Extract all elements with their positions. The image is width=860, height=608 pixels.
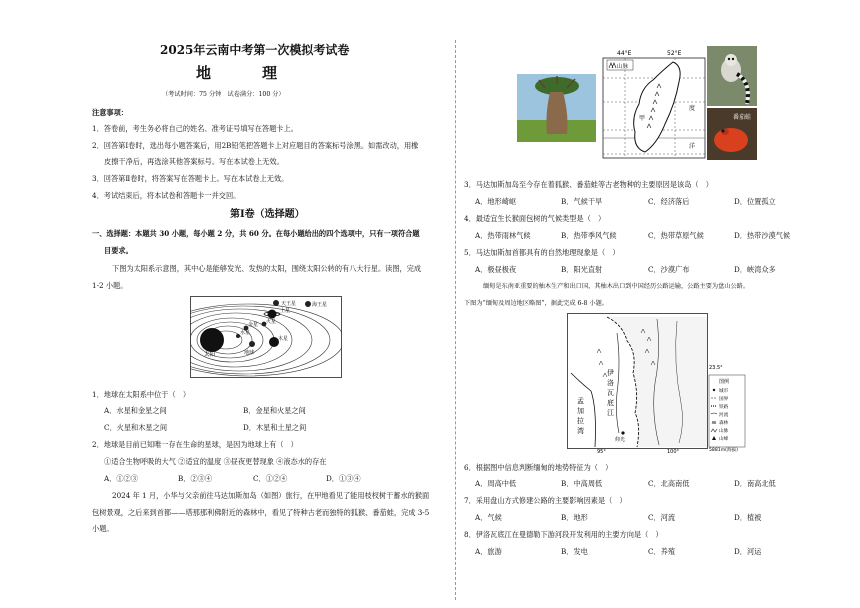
saturn-label: 土星	[280, 308, 291, 314]
legend-title: 图例	[719, 379, 730, 385]
question-items: ①适合生物呼吸的大气 ②适宜的温度 ③昼夜更替现象 ④液态水的存在	[104, 457, 327, 466]
bay-label: 加	[577, 407, 584, 415]
option: B．发电	[561, 547, 588, 556]
option: A．水星和金星之间	[104, 406, 167, 415]
option: B．地形	[561, 513, 588, 522]
question-stem: 2．地球是目前已知唯一存在生命的星球，是因为地球上有（ ）	[92, 440, 298, 449]
ocean-label: 洋	[689, 143, 696, 150]
option: C．沙漠广布	[648, 265, 690, 274]
option: A．地形崎岖	[475, 197, 517, 206]
option: C．①②④	[253, 474, 288, 483]
legend-item: 河流	[719, 413, 729, 418]
option: C．养殖	[648, 547, 676, 556]
option: C．热带草原气候	[648, 231, 704, 240]
option: B．热带季风气候	[561, 231, 617, 240]
option: C．河流	[648, 513, 676, 522]
longitude-label: 52°E	[667, 50, 682, 57]
legend-item: 山峰	[719, 437, 729, 442]
question-stem: 8．伊洛瓦底江在曼德勒下游河段开发利用的主要方向是（ ）	[464, 530, 663, 539]
neptune-label: 海王星	[312, 302, 328, 308]
exam-title: 2025年云南中考第一次模拟考试卷	[160, 43, 350, 57]
passage-text: 1-2 小题。	[92, 281, 128, 290]
question-stem: 3．马达加斯加岛至今存在着狐猴、番茄蛙等古老物种的主要原因是该岛（ ）	[464, 180, 713, 189]
myanmar-map	[567, 313, 747, 453]
bay-label: 拉	[577, 417, 584, 425]
sun-label: 太阳	[204, 352, 216, 358]
section-instruction: 目要求。	[104, 246, 133, 255]
option: A．①②③	[104, 474, 138, 483]
legend-item: 山脉	[719, 429, 729, 434]
mars-label: 火星	[266, 319, 277, 325]
question-stem: 6．根据图中信息判断缅甸的地势特征为（ ）	[464, 463, 613, 472]
river-label: 洛	[607, 379, 614, 387]
subject-title: 地 理	[196, 64, 296, 82]
longitude-label: 95°	[597, 449, 606, 453]
river-label: 瓦	[607, 389, 614, 397]
question-stem: 1．地球在太阳系中位于（ ）	[92, 390, 191, 399]
tomato-frog-photo	[707, 108, 757, 160]
option: D．位置孤立	[734, 197, 776, 206]
option: B．阳光直射	[561, 265, 603, 274]
option: C．火星和木星之间	[104, 423, 168, 432]
section-instruction: 一、选择题：本题共 30 小题，每小题 2 分，共 60 分。在每小题给出的四个选项中，只有一项符合题	[92, 229, 420, 238]
city-label: 仰光	[615, 437, 626, 443]
earth-label: 地球	[244, 350, 255, 356]
venus-label: 金星	[248, 322, 259, 328]
legend-item: 铁路	[719, 405, 729, 410]
passage-text: 缅甸是东南亚重要的柚木生产和出口国，其柚木出口到中国经历公路运输，公路主要为盘山公路。	[483, 283, 750, 290]
note-line: 1．答卷前，考生务必将自己的姓名、准考证号填写在答题卡上。	[92, 124, 298, 133]
river-label: 底	[607, 399, 614, 407]
option: D．木星和土星之间	[243, 423, 307, 432]
passage-text: 下图为太阳系示意图，其中心是能够发光、发热的太阳，围绕太阳公转的有八大行星。读图，完成	[112, 264, 422, 273]
option: B．②③④	[178, 474, 213, 483]
passage-text: 2024 年 1 月，小华与父亲前往马达加斯加岛（如图）旅行，在甲地看见了能用枝杈树干蓄水的猴面	[112, 491, 430, 500]
longitude-label: 44°E	[617, 50, 632, 57]
latitude-label: 23.5°	[709, 365, 723, 371]
option: A．极昼极夜	[475, 265, 517, 274]
sun-shape	[200, 328, 224, 352]
option: B．气候干旱	[561, 197, 603, 206]
ocean-label: 度	[689, 105, 696, 112]
exam-info: （考试时间：75 分钟 试卷满分：100 分）	[162, 91, 285, 98]
option: C．北高南低	[648, 479, 690, 488]
bay-label: 孟	[577, 397, 584, 405]
river-label: 江	[607, 409, 614, 417]
question-stem: 5．马达加斯加首都具有的自然地理现象是（ ）	[464, 248, 620, 257]
mercury-label: 水星	[240, 330, 251, 336]
peak-elevation-label: 5881m(海拔)	[709, 448, 738, 453]
option: D．①③④	[326, 474, 361, 483]
jupiter-label: 木星	[278, 336, 289, 342]
note-line: 4．考试结束后，将本试卷和答题卡一并交回。	[92, 191, 241, 200]
note-line: 皮擦干净后，再选涂其他答案标号。写在本试卷上无效。	[104, 157, 284, 166]
option: D．峡湾众多	[734, 265, 776, 274]
option: A．周高中低	[475, 479, 517, 488]
option: A．热带雨林气候	[475, 231, 531, 240]
passage-text: 小题。	[92, 524, 114, 533]
option: D．植被	[734, 513, 762, 522]
option: C．经济落后	[648, 197, 690, 206]
river-label: 伊	[607, 369, 614, 377]
frog-label: 番茄蛙	[733, 114, 752, 121]
solar-system-figure	[190, 296, 342, 378]
option: A．旅游	[475, 547, 502, 556]
longitude-label: 100°	[667, 449, 680, 453]
place-jia-label: 甲	[639, 115, 646, 122]
passage-text: 下图为“缅甸及周边地区略图”，据此完成 6-8 小题。	[464, 300, 608, 307]
option: B．金星和火星之间	[243, 406, 306, 415]
option: A．气候	[475, 513, 502, 522]
column-divider	[455, 40, 456, 600]
lemur-photo	[707, 46, 757, 106]
passage-text: 包树景观，之后来到首都——塔那那利佛附近的森林中，看见了特种古老而独特的狐猴、番茄蛙，完成 3-5	[92, 508, 430, 517]
legend-mountain-label: 山脉	[617, 64, 629, 70]
section-title: 第Ⅰ卷（选择题）	[230, 209, 305, 220]
legend-item: 城市	[719, 389, 729, 394]
note-line: 3．回答第Ⅱ卷时，将答案写在答题卡上。写在本试卷上无效。	[92, 174, 289, 183]
question-stem: 4．最适宜生长猴面包树的气候类型是（ ）	[464, 214, 606, 223]
question-stem: 7．采用盘山方式修建公路的主要影响因素是（ ）	[464, 496, 627, 505]
notes-heading: 注意事项：	[92, 108, 128, 117]
bay-label: 湾	[577, 427, 584, 435]
legend-item: 国界	[719, 397, 729, 402]
legend-item: 森林	[719, 421, 729, 426]
option: D．热带沙漠气候	[734, 231, 791, 240]
uranus-label: 天王星	[281, 301, 297, 307]
note-line: 2．回答第Ⅰ卷时，选出每小题答案后，用2B铅笔把答题卡上对应题目的答案标号涂黑。如需改动，用橡	[92, 141, 419, 150]
option: B．中高周低	[561, 479, 603, 488]
option: D．河运	[734, 547, 762, 556]
option: D．南高北低	[734, 479, 776, 488]
baobab-photo	[517, 74, 596, 142]
